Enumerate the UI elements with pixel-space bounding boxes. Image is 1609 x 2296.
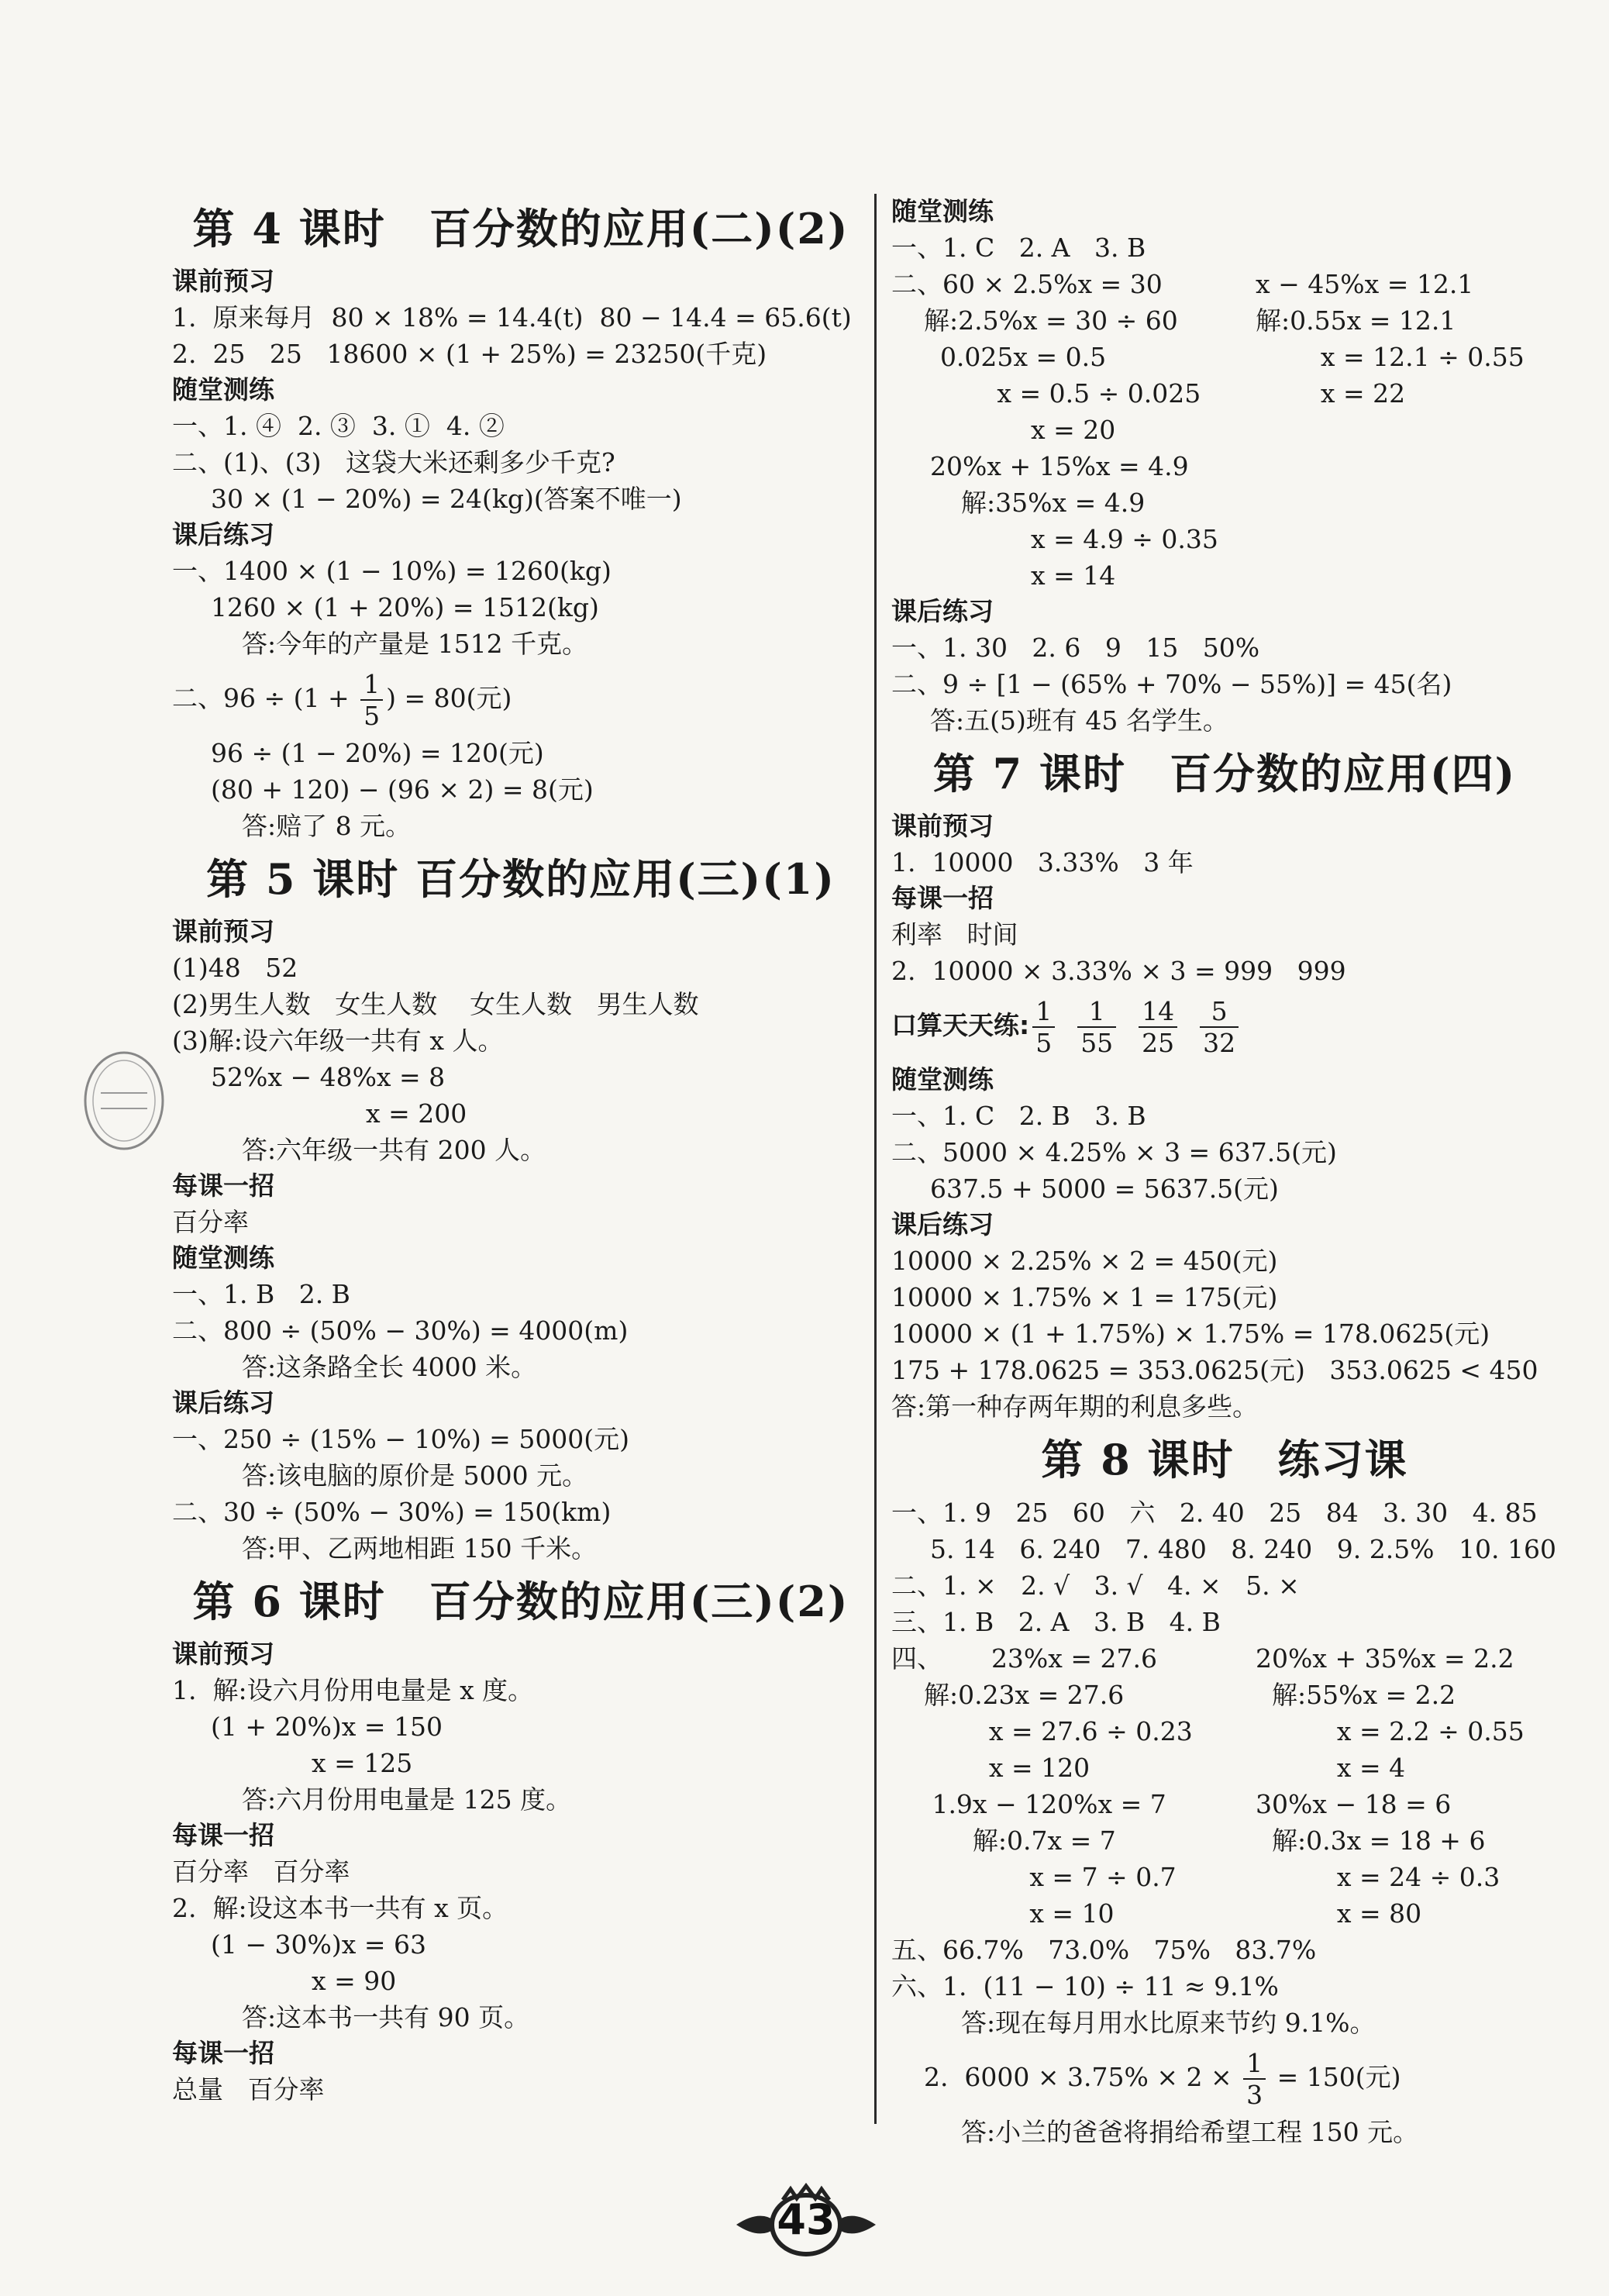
answer-left: 解:0.23x = 27.6 [891, 1680, 1125, 1710]
mental-math-label: 口算天天练: [891, 1010, 1030, 1040]
answer-line-pair [891, 1786, 1558, 1822]
answer-right: x − 45%x = 12.1 [1256, 269, 1474, 299]
answer-line: 答:六年级一共有 200 人。 [242, 1135, 546, 1165]
fraction-numerator: 1 [360, 671, 383, 701]
fraction [360, 671, 383, 729]
answer-line: 利率 时间 [891, 919, 1018, 950]
fraction-numerator: 1 [1077, 998, 1116, 1028]
answer-line: x = 200 [366, 1098, 467, 1129]
fraction-denominator: 5 [1035, 1028, 1053, 1058]
answer-line: 二、96 ÷ (1 + $\frac{1}{5}$ ) = 80(元) [172, 669, 512, 731]
answer-line: 二、1. × 2. √ 3. √ 4. × 5. × [891, 1570, 1300, 1601]
answer-left: x = 7 ÷ 0.7 [891, 1862, 1177, 1892]
answer-line: 1. 解:设六月份用电量是 x 度。 [172, 1675, 534, 1705]
answer-line: 答:今年的产量是 1512 千克。 [242, 629, 588, 659]
section-label: 课后练习 [172, 519, 274, 550]
answer-line: (80 + 120) − (96 × 2) = 8(元) [211, 774, 594, 805]
answer-line: 答:该电脑的原价是 5000 元。 [242, 1460, 588, 1491]
answer-line: 52%x − 48%x = 8 [211, 1062, 446, 1092]
answer-line: 96 ÷ (1 − 20%) = 120(元) [211, 738, 544, 768]
answer-line: 1. 10000 3.33% 3 年 [891, 847, 1194, 877]
answer-line: x = 125 [312, 1748, 413, 1778]
answer-line: 一、1. 30 2. 6 9 15 50% [891, 633, 1260, 663]
answer-line-pair [891, 1822, 1558, 1859]
answer-right: 解:0.3x = 18 + 6 [1256, 1825, 1486, 1856]
answer-line: 答:这条路全长 4000 米。 [242, 1352, 537, 1382]
answer-line: 答:第一种存两年期的利息多些。 [891, 1391, 1259, 1422]
answer-line: 一、1. 9 25 60 六 2. 40 25 84 3. 30 4. 85 [891, 1498, 1538, 1528]
answer-right: x = 4 [1256, 1753, 1406, 1783]
lesson-title: 第 4 课时 百分数的应用(二)(2) [192, 204, 849, 253]
answer-right: 解:55%x = 2.2 [1256, 1680, 1456, 1710]
lesson-title: 第 7 课时 百分数的应用(四) [932, 749, 1517, 798]
fraction-numerator: 14 [1139, 998, 1177, 1028]
page-number: 43 [777, 2195, 836, 2244]
section-label: 随堂测练 [891, 1064, 994, 1095]
answer-line: 二、30 ÷ (50% − 30%) = 150(km) [172, 1497, 612, 1527]
fraction-numerator: 1 [1243, 2050, 1266, 2080]
answer-right: 20%x + 35%x = 2.2 [1256, 1643, 1514, 1674]
answer-right: x = 12.1 ÷ 0.55 [1256, 342, 1525, 372]
answer-line: 二、9 ÷ [1 − (65% + 70% − 55%)] = 45(名) [891, 669, 1452, 699]
answer-line-pair [891, 1750, 1558, 1786]
answer-line: 30 × (1 − 20%) = 24(kg)(答案不唯一) [211, 484, 682, 514]
answer-left: x = 27.6 ÷ 0.23 [891, 1716, 1193, 1746]
fraction [1139, 998, 1177, 1056]
answer-line-pair [891, 266, 1558, 302]
answer-left: 解:0.7x = 7 [891, 1825, 1116, 1856]
answer-line: 五、66.7% 73.0% 75% 83.7% [891, 1935, 1317, 1965]
section-label: 课前预习 [891, 811, 994, 841]
answer-line: (1 − 30%)x = 63 [211, 1929, 426, 1960]
answer-line: 百分率 百分率 [172, 1856, 350, 1887]
fraction-denominator: 55 [1080, 1028, 1114, 1058]
answer-line: 答:赔了 8 元。 [242, 811, 412, 841]
answer-line: (3)解:设六年级一共有 x 人。 [172, 1026, 504, 1056]
answer-line-pair [891, 1713, 1558, 1750]
section-label: 课后练习 [172, 1388, 274, 1418]
answer-line: 三、1. B 2. A 3. B 4. B [891, 1607, 1221, 1637]
section-label: 随堂测练 [172, 1243, 274, 1273]
answer-line: 1260 × (1 + 20%) = 1512(kg) [211, 592, 599, 622]
answer-line: 总量 百分率 [172, 2074, 325, 2105]
answer-line: 答:现在每月用水比原来节约 9.1%。 [961, 2008, 1376, 2038]
answer-line: 一、1400 × (1 − 10%) = 1260(kg) [172, 556, 612, 586]
left-column [172, 194, 870, 2108]
answer-left: 1.9x − 120%x = 7 [891, 1789, 1166, 1819]
stamp-seal-icon [78, 1046, 171, 1155]
right-column [891, 194, 1558, 2150]
answer-line: 一、1. C 2. A 3. B [891, 233, 1146, 263]
answer-line: 2. 解:设这本书一共有 x 页。 [172, 1893, 508, 1923]
answer-right: 解:0.55x = 12.1 [1256, 305, 1456, 336]
fraction-denominator: 3 [1246, 2080, 1263, 2110]
answer-line: 10000 × 2.25% × 2 = 450(元) [891, 1246, 1278, 1276]
answer-right: x = 22 [1256, 378, 1406, 409]
section-label: 课后练习 [891, 1209, 994, 1239]
answer-line: 一、1. B 2. B [172, 1279, 350, 1309]
answer-line: x = 4.9 ÷ 0.35 [1031, 524, 1218, 554]
answer-line: 5. 14 6. 240 7. 480 8. 240 9. 2.5% 10. 160 [930, 1534, 1556, 1564]
fraction-denominator: 25 [1142, 1028, 1175, 1058]
section-label: 课前预习 [172, 916, 274, 946]
answer-line: 二、(1)、(3) 这袋大米还剩多少千克? [172, 447, 615, 477]
lesson-title: 第 8 课时 练习课 [1041, 1435, 1408, 1484]
answer-right: x = 2.2 ÷ 0.55 [1256, 1716, 1525, 1746]
answer-line: 637.5 + 5000 = 5637.5(元) [930, 1174, 1279, 1204]
answer-line: 六、1. (11 − 10) ÷ 11 ≈ 9.1% [891, 1971, 1279, 2001]
answer-line-pair [891, 375, 1558, 412]
section-label: 随堂测练 [891, 196, 994, 226]
column-divider [874, 194, 877, 2124]
section-label: 课后练习 [891, 596, 994, 626]
answer-line-pair [891, 339, 1558, 375]
answer-line: 10000 × 1.75% × 1 = 175(元) [891, 1282, 1278, 1312]
answer-line-pair [891, 1895, 1558, 1932]
fraction [1077, 998, 1116, 1056]
answer-line: 答:五(5)班有 45 名学生。 [930, 705, 1228, 736]
answer-line-pair [891, 1677, 1558, 1713]
section-label: 每课一招 [891, 883, 994, 913]
answer-left: x = 0.5 ÷ 0.025 [891, 378, 1201, 409]
answer-line-pair [891, 302, 1558, 339]
answer-line: (1 + 20%)x = 150 [211, 1712, 443, 1742]
answer-left: 二、60 × 2.5%x = 30 [891, 269, 1163, 299]
answer-line: 20%x + 15%x = 4.9 [930, 451, 1189, 481]
answer-line: x = 20 [1031, 415, 1116, 445]
answer-line-pair [891, 1640, 1558, 1677]
answer-line: x = 14 [1031, 560, 1116, 591]
fraction-numerator: 5 [1200, 998, 1239, 1028]
answer-line: 百分率 [172, 1207, 249, 1237]
answer-line: 解:35%x = 4.9 [961, 488, 1146, 518]
section-label: 每课一招 [172, 1820, 274, 1850]
lesson-title: 第 5 课时 百分数的应用(三)(1) [206, 854, 836, 904]
answer-line: 2. 10000 × 3.33% × 3 = 999 999 [891, 956, 1346, 986]
answer-line: 一、1. ④ 2. ③ 3. ① 4. ② [172, 411, 505, 441]
section-label: 每课一招 [172, 1170, 274, 1201]
answer-left: x = 10 [891, 1898, 1115, 1929]
fraction [1032, 998, 1055, 1056]
answer-right: 30%x − 18 = 6 [1256, 1789, 1452, 1819]
page-number-badge [729, 2178, 884, 2263]
answer-line: 答:甲、乙两地相距 150 千米。 [242, 1533, 598, 1563]
fraction-denominator: 32 [1203, 1028, 1236, 1058]
answer-line-pair [891, 1859, 1558, 1895]
fraction [1200, 998, 1239, 1056]
answer-line: 175 + 178.0625 = 353.0625(元) 353.0625 < 450 [891, 1355, 1538, 1385]
answer-line: 一、1. C 2. B 3. B [891, 1101, 1146, 1131]
section-label: 课前预习 [172, 1639, 274, 1669]
answer-line: 二、5000 × 4.25% × 3 = 637.5(元) [891, 1137, 1337, 1167]
mental-math-line [891, 989, 1558, 1062]
answer-left: 解:2.5%x = 30 ÷ 60 [891, 305, 1178, 336]
answer-right: x = 24 ÷ 0.3 [1256, 1862, 1500, 1892]
answer-line: 1. 原来每月 80 × 18% = 14.4(t) 80 − 14.4 = 65.6(t) [172, 302, 852, 333]
fraction-denominator: 5 [363, 701, 381, 731]
answer-left: 0.025x = 0.5 [891, 342, 1107, 372]
answer-line: 二、800 ÷ (50% − 30%) = 4000(m) [172, 1315, 629, 1346]
fraction [1243, 2050, 1266, 2108]
fraction-numerator: 1 [1032, 998, 1055, 1028]
answer-line: 答:小兰的爸爸将捐给希望工程 150 元。 [961, 2117, 1419, 2147]
section-label: 随堂测练 [172, 374, 274, 405]
answer-line: 答:六月份用电量是 125 度。 [242, 1784, 572, 1815]
section-label: 每课一招 [172, 2038, 274, 2068]
answer-line: 一、250 ÷ (15% − 10%) = 5000(元) [172, 1424, 630, 1454]
answer-right: x = 80 [1256, 1898, 1422, 1929]
answer-left: 四、 23%x = 27.6 [891, 1643, 1158, 1674]
answer-line: 2. 25 25 18600 × (1 + 25%) = 23250(千克) [172, 339, 767, 369]
answer-line: x = 90 [312, 1966, 397, 1996]
answer-line: 答:这本书一共有 90 页。 [242, 2002, 530, 2032]
answer-line: 2. 6000 × 3.75% × 2 × $\frac{1}{3}$ = 150(元) [891, 2048, 1401, 2110]
answer-line: (2)男生人数 女生人数 女生人数 男生人数 [172, 989, 699, 1019]
lesson-title: 第 6 课时 百分数的应用(三)(2) [192, 1577, 849, 1626]
answer-line: (1)48 52 [172, 953, 298, 983]
answer-left: x = 120 [891, 1753, 1090, 1783]
section-label: 课前预习 [172, 266, 274, 296]
answer-line: 10000 × (1 + 1.75%) × 1.75% = 178.0625(元) [891, 1319, 1490, 1349]
